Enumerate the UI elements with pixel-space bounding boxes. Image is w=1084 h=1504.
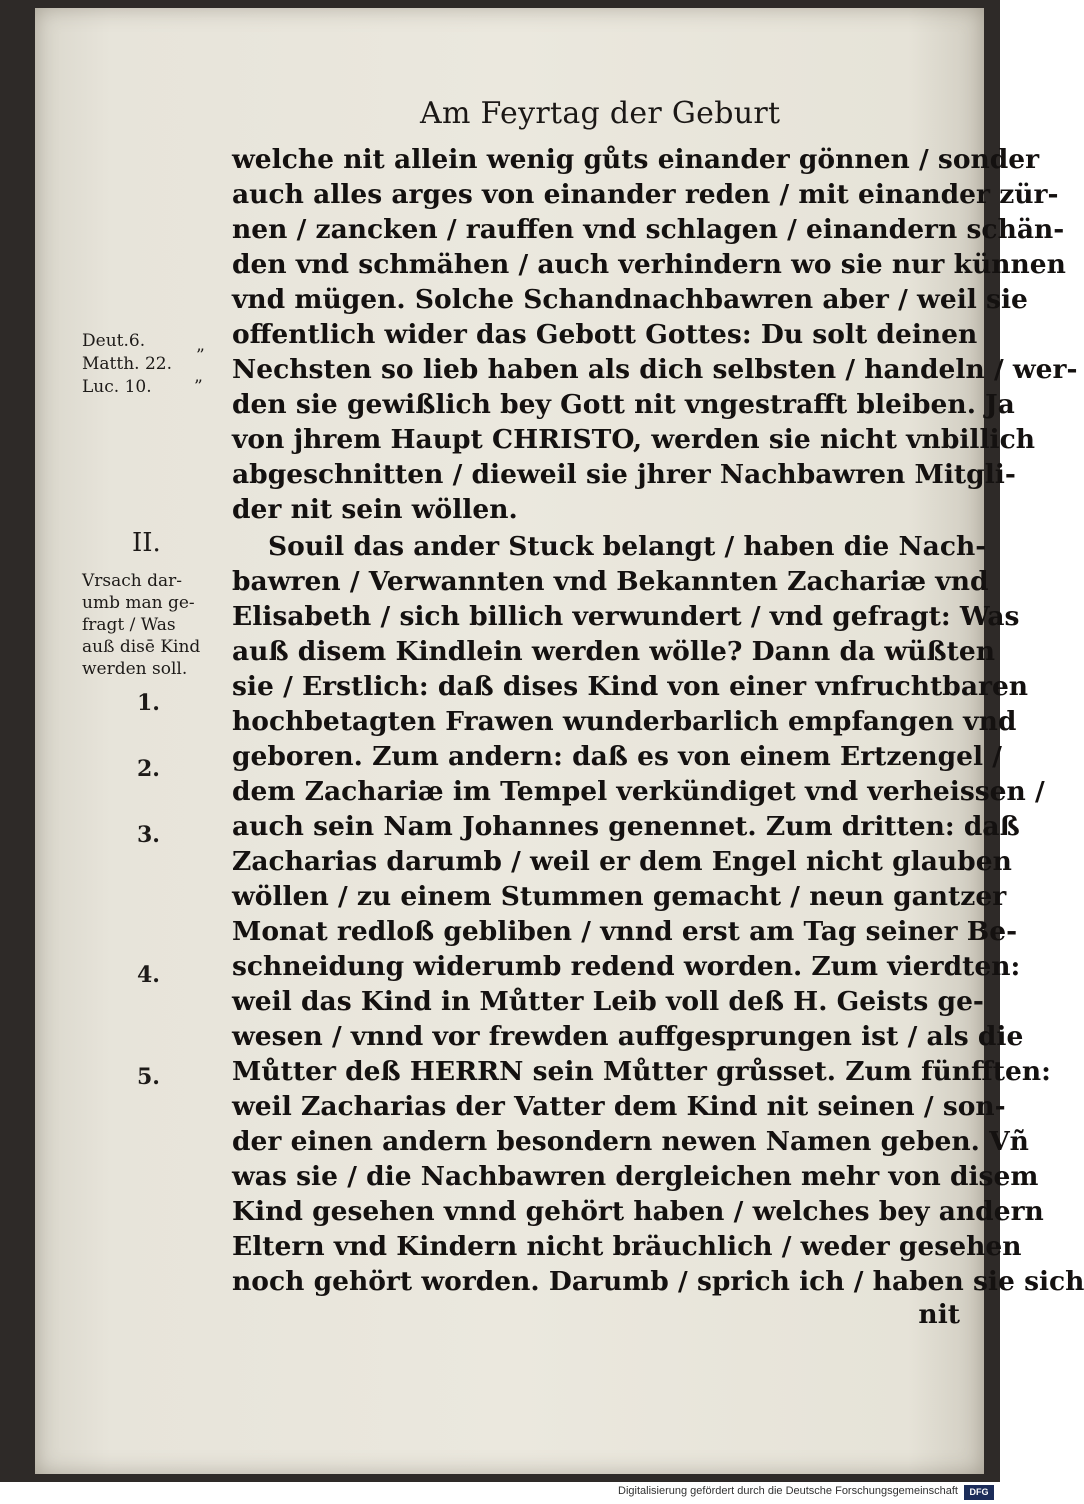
funding-notice: Digitalisierung gefördert durch die Deutsche Forschungsgemeinschaft bbox=[618, 1485, 958, 1497]
dfg-logo: DFG bbox=[964, 1485, 994, 1500]
section-note-line: auß disē Kind bbox=[82, 637, 201, 657]
text-line: vnd mügen. Solche Schandnachbawren aber / weil sie bbox=[232, 284, 1028, 315]
text-line: Nechsten so lieb haben als dich selbsten / handeln / wer- bbox=[232, 354, 1078, 385]
text-line: Kind gesehen vnnd gehört haben / welches bey andern bbox=[232, 1196, 1044, 1227]
section-note-line: Vrsach dar- bbox=[82, 571, 183, 591]
section-number: II. bbox=[132, 528, 161, 558]
section-note-line: werden soll. bbox=[82, 659, 188, 679]
text-line: schneidung widerumb redend worden. Zum vierdten: bbox=[232, 951, 1021, 982]
text-line: den vnd schmähen / auch verhindern wo sie nur künnen bbox=[232, 249, 1066, 280]
section-note-line: fragt / Was bbox=[82, 615, 176, 635]
margin-number: 3. bbox=[137, 822, 160, 848]
margin-ref: Matth. 22. bbox=[82, 354, 172, 374]
margin-number: 4. bbox=[137, 962, 160, 988]
text-line: von jhrem Haupt CHRISTO, werden sie nicht vnbillich bbox=[232, 424, 1036, 455]
text-line: Zacharias darumb / weil er dem Engel nicht glauben bbox=[232, 846, 1012, 877]
text-line: noch gehört worden. Darumb / sprich ich / haben sie sich bbox=[232, 1266, 1084, 1297]
text-line: hochbetagten Frawen wunderbarlich empfangen vnd bbox=[232, 706, 1017, 737]
text-line: wöllen / zu einem Stummen gemacht / neun gantzer bbox=[232, 881, 1007, 912]
margin-number: 5. bbox=[137, 1064, 160, 1090]
running-head: Am Feyrtag der Geburt bbox=[420, 96, 781, 131]
catchword: nit bbox=[918, 1299, 960, 1330]
text-line: Eltern vnd Kindern nicht bräuchlich / weder gesehen bbox=[232, 1231, 1022, 1262]
text-line: wesen / vnnd vor frewden auffgesprungen ist / als die bbox=[232, 1021, 1024, 1052]
ditto-mark: ” bbox=[194, 377, 203, 397]
text-line: Souil das ander Stuck belangt / haben die Nach- bbox=[268, 531, 987, 562]
text-line: auß disem Kindlein werden wölle? Dann da wüßten bbox=[232, 636, 995, 667]
text-line: weil das Kind in Můtter Leib voll deß H. Geists ge- bbox=[232, 986, 984, 1017]
text-line: nen / zancken / rauffen vnd schlagen / einandern schän- bbox=[232, 214, 1065, 245]
margin-number: 2. bbox=[137, 756, 160, 782]
footer-bar bbox=[0, 1482, 1000, 1504]
text-line: sie / Erstlich: daß dises Kind von einer vnfruchtbaren bbox=[232, 671, 1029, 702]
text-line: Monat redloß gebliben / vnnd erst am Tag seiner Be- bbox=[232, 916, 1018, 947]
text-line: welche nit allein wenig gůts einander gönnen / sonder bbox=[232, 144, 1040, 175]
text-line: bawren / Verwannten vnd Bekannten Zachariæ vnd bbox=[232, 566, 989, 597]
text-line: weil Zacharias der Vatter dem Kind nit seinen / son- bbox=[232, 1091, 1006, 1122]
text-line: Můtter deß HERRN sein Můtter grůsset. Zum fünfften: bbox=[232, 1056, 1051, 1087]
margin-ref: Deut.6. bbox=[82, 331, 146, 351]
text-line: der nit sein wöllen. bbox=[232, 494, 518, 525]
text-line: offentlich wider das Gebott Gottes: Du solt deinen bbox=[232, 319, 978, 350]
ditto-mark: ” bbox=[196, 346, 205, 366]
margin-number: 1. bbox=[137, 690, 160, 716]
text-line: geboren. Zum andern: daß es von einem Ertzengel / bbox=[232, 741, 1002, 772]
text-line: auch sein Nam Johannes genennet. Zum dritten: daß bbox=[232, 811, 1020, 842]
margin-ref: Luc. 10. bbox=[82, 377, 152, 397]
text-line: was sie / die Nachbawren dergleichen mehr von disem bbox=[232, 1161, 1039, 1192]
text-line: auch alles arges von einander reden / mit einander zür- bbox=[232, 179, 1059, 210]
text-line: abgeschnitten / dieweil sie jhrer Nachbawren Mitgli- bbox=[232, 459, 1016, 490]
text-line: Elisabeth / sich billich verwundert / vnd gefragt: Was bbox=[232, 601, 1020, 632]
text-line: den sie gewißlich bey Gott nit vngestrafft bleiben. Ja bbox=[232, 389, 1015, 420]
text-line: dem Zachariæ im Tempel verkündiget vnd verheissen / bbox=[232, 776, 1045, 807]
text-line: der einen andern besondern newen Namen geben. Vñ bbox=[232, 1126, 1029, 1157]
section-note-line: umb man ge- bbox=[82, 593, 195, 613]
